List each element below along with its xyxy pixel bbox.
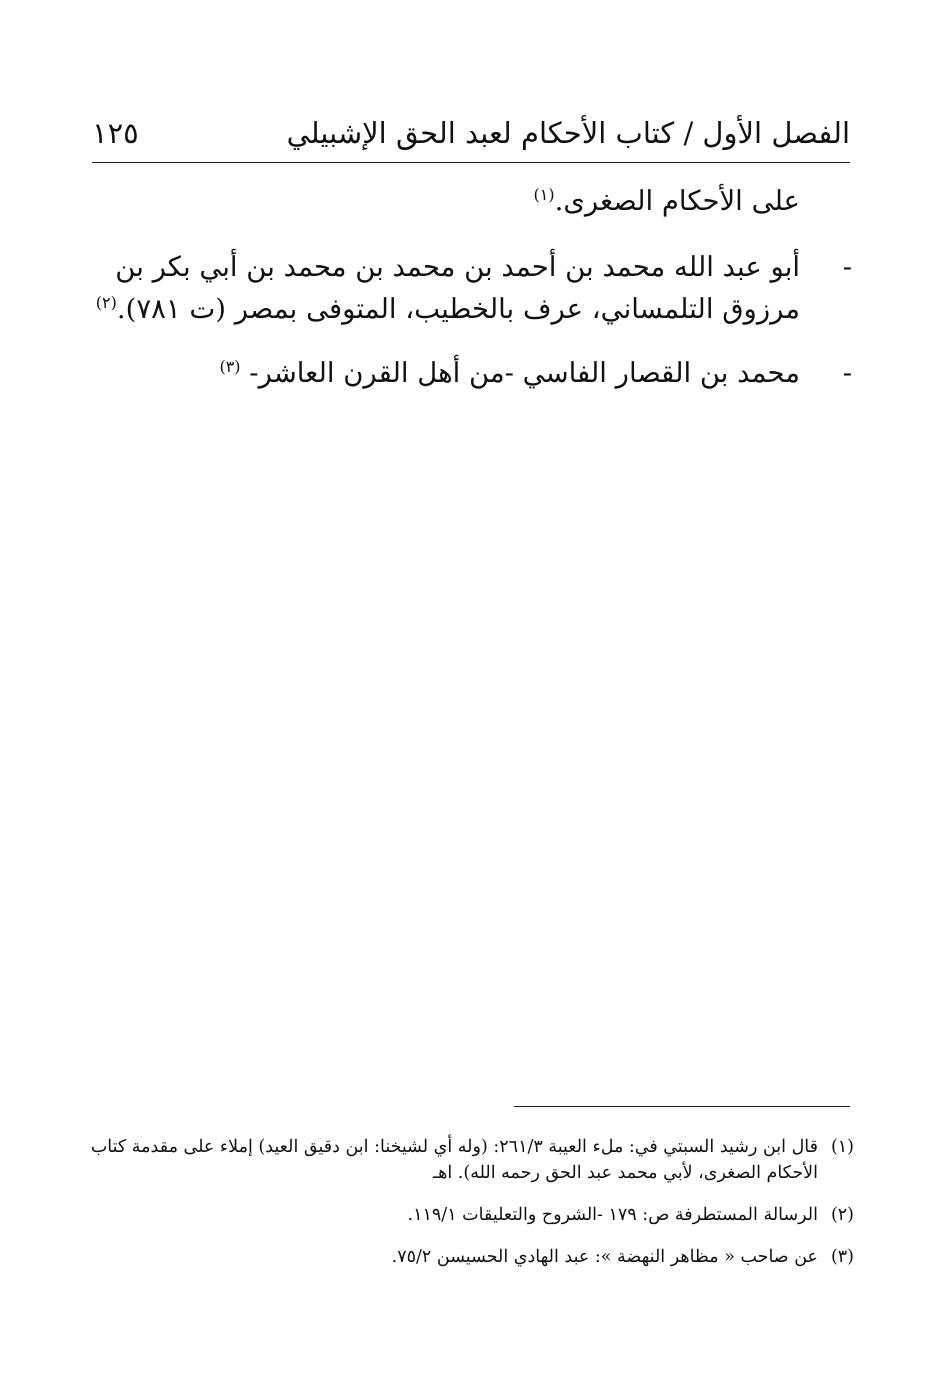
- footnote-3: [86, 1244, 854, 1270]
- continuation-paragraph: [88, 180, 852, 222]
- footnote-number: (٣): [830, 1247, 854, 1267]
- footnotes-section: [86, 1134, 854, 1286]
- list-item-text: محمد بن القصار الفاسي -من أهل القرن العاشر-: [240, 357, 800, 389]
- footnote-1: [86, 1134, 854, 1186]
- footnote-number: (٢): [830, 1205, 854, 1225]
- running-header: [92, 108, 850, 158]
- main-text: [88, 180, 852, 416]
- running-title: الفصل الأول / كتاب الأحكام لعبد الحق الإشبيلي: [286, 116, 850, 150]
- list-item: [88, 352, 852, 394]
- header-divider: [92, 162, 850, 163]
- bullet-dash: -: [842, 251, 852, 283]
- page-number: ١٢٥: [92, 116, 139, 150]
- footnote-divider: [514, 1106, 850, 1107]
- footnote-text: قال ابن رشيد السبتي في: ملء العيبة ٢٦١/٣: (وله أي لشيخنا: ابن دقيق العيد) إملاء على مقدمة كتاب الأحكام الصغرى، لأبي محمد عبد الحق رحمه الله). اهـ: [90, 1137, 818, 1183]
- footnote-text: الرسالة المستطرفة ص: ١٧٩ -الشروح والتعليقات ١١٩/١.: [407, 1205, 818, 1225]
- list-item-text: أبو عبد الله محمد بن أحمد بن محمد بن محمد بن أبي بكر بن مرزوق التلمساني، عرف بالخطيب، المتوفى بمصر (ت ٧٨١).: [115, 251, 800, 325]
- footnote-ref-1[interactable]: (١): [533, 184, 555, 204]
- list-item: [88, 246, 852, 330]
- footnote-text: عن صاحب « مظاهر النهضة »: عبد الهادي الحسيسن ٧٥/٢.: [391, 1247, 818, 1267]
- footnote-2: [86, 1202, 854, 1228]
- footnote-number: (١): [830, 1137, 854, 1157]
- footnote-ref-2[interactable]: (٢): [95, 292, 117, 312]
- continuation-text: على الأحكام الصغرى.: [554, 185, 800, 217]
- bullet-dash: -: [842, 357, 852, 389]
- footnote-ref-3[interactable]: (٣): [219, 356, 241, 376]
